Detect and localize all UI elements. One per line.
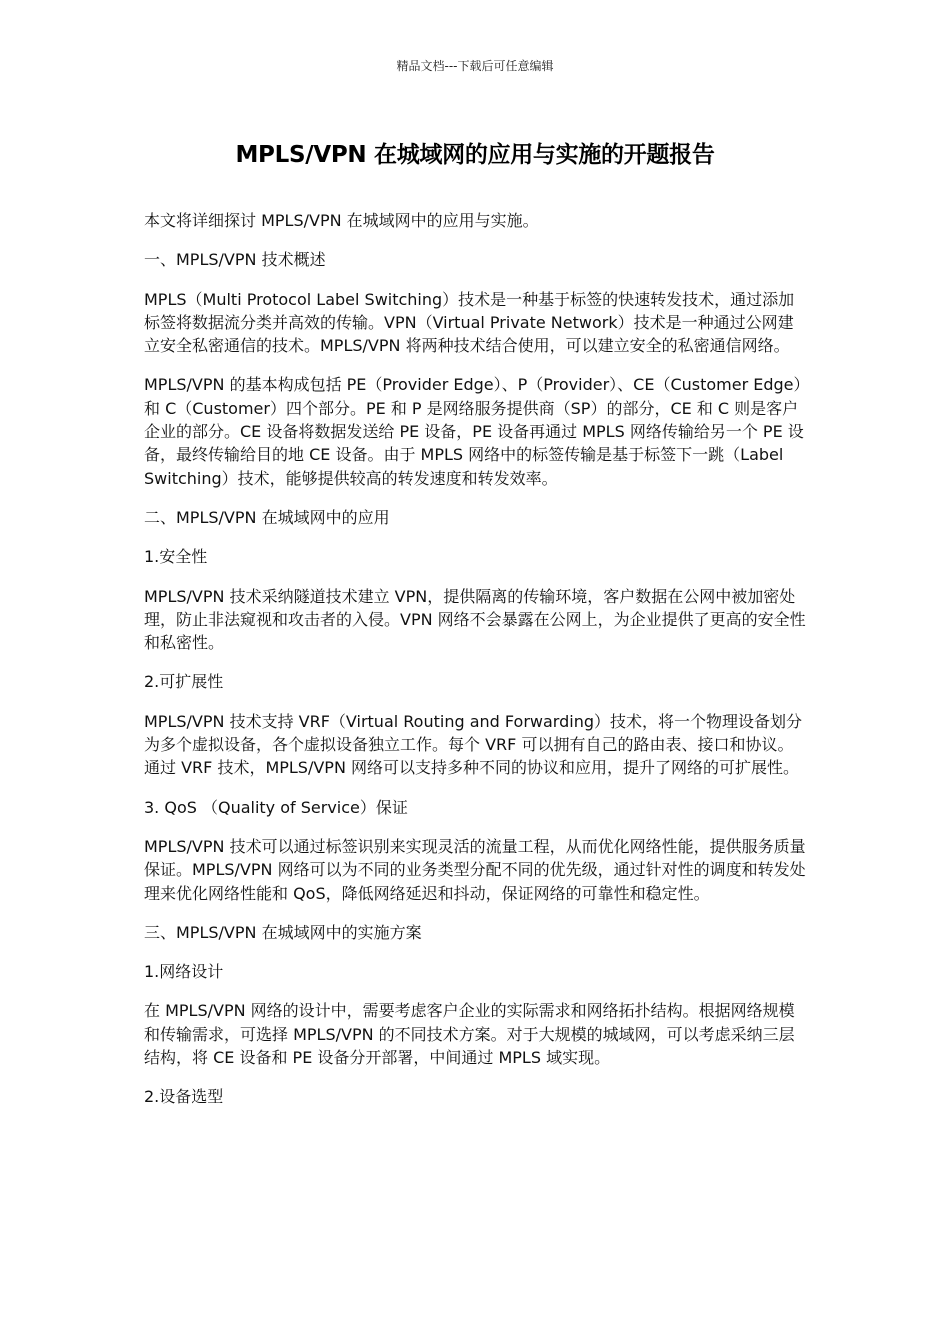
intro-paragraph: 本文将详细探讨 MPLS/VPN 在城域网中的应用与实施。 [144,211,539,230]
section-heading-2: 二、MPLS/VPN 在城域网中的应用 [144,507,390,527]
body-paragraph: 在 MPLS/VPN 网络的设计中，需要考虑客户企业的实际需求和网络拓扑结构。根据网络规模和传输需求，可选择 MPLS/VPN 的不同技术方案。对于大规模的城域网，可以考虑采纳三层结构，将 CE 设备和 PE 设备分开部署，中间通过 MPLS 域实现。 [144,1001,795,1068]
subheading-security: 1.安全性 [144,547,208,567]
body-paragraph: MPLS/VPN 技术可以通过标签识别来实现灵活的流量工程，从而优化网络性能，提供服务质量保证。MPLS/VPN 网络可以为不同的业务类型分配不同的优先级，通过针对性的调度和转发处理来优化网络性能和 QoS，降低网络延迟和抖动，保证网络的可靠性和稳定性。 [144,836,806,903]
document-body [144,209,808,1125]
body-paragraph: MPLS/VPN 的基本构成包括 PE（Provider Edge）、P（Provider）、CE（Customer Edge）和 C（Customer）四个部分。PE 和 P 是网络服务提供商（SP）的部分，CE 和 C 则是客户企业的部分。CE 设备将数据发送给 PE 设备，PE 设备再通过 MPLS 网络传输给另一个 PE 设备，最终传输给目的地 CE 设备。由于 MPLS 网络中的标签传输是基于标签下一跳（Label Switching）技术，能够提供较高的转发速度和转发效率。 [144,375,804,488]
section-heading-3: 三、MPLS/VPN 在城域网中的实施方案 [144,922,422,942]
header-note: 精品文档---下载后可任意编辑 [396,59,554,73]
subheading-device-selection: 2.设备选型 [144,1087,224,1107]
subheading-network-design: 1.网络设计 [144,962,224,982]
subheading-scalability: 2.可扩展性 [144,672,224,692]
body-paragraph: MPLS/VPN 技术支持 VRF（Virtual Routing and Forwarding）技术，将一个物理设备划分为多个虚拟设备，各个虚拟设备独立工作。每个 VRF 可以拥有自己的路由表、接口和协议。通过 VRF 技术，MPLS/VPN 网络可以支持多种不同的协议和应用，提升了网络的可扩展性。 [144,711,802,778]
body-paragraph: MPLS（Multi Protocol Label Switching）技术是一种基于标签的快速转发技术，通过添加标签将数据流分类并高效的传输。VPN（Virtual Private Network）技术是一种通过公网建立安全私密通信的技术。MPLS/VPN 将两种技术结合使用，可以建立安全的私密通信网络。 [144,289,795,356]
body-paragraph: MPLS/VPN 技术采纳隧道技术建立 VPN，提供隔离的传输环境，客户数据在公网中被加密处理，防止非法窥视和攻击者的入侵。VPN 网络不会暴露在公网上，为企业提供了更高的安全性和私密性。 [144,586,806,653]
subheading-qos: 3. QoS （Quality of Service）保证 [144,797,408,817]
section-heading-1: 一、MPLS/VPN 技术概述 [144,250,326,270]
document-title: MPLS/VPN 在城域网的应用与实施的开题报告 [235,142,715,168]
